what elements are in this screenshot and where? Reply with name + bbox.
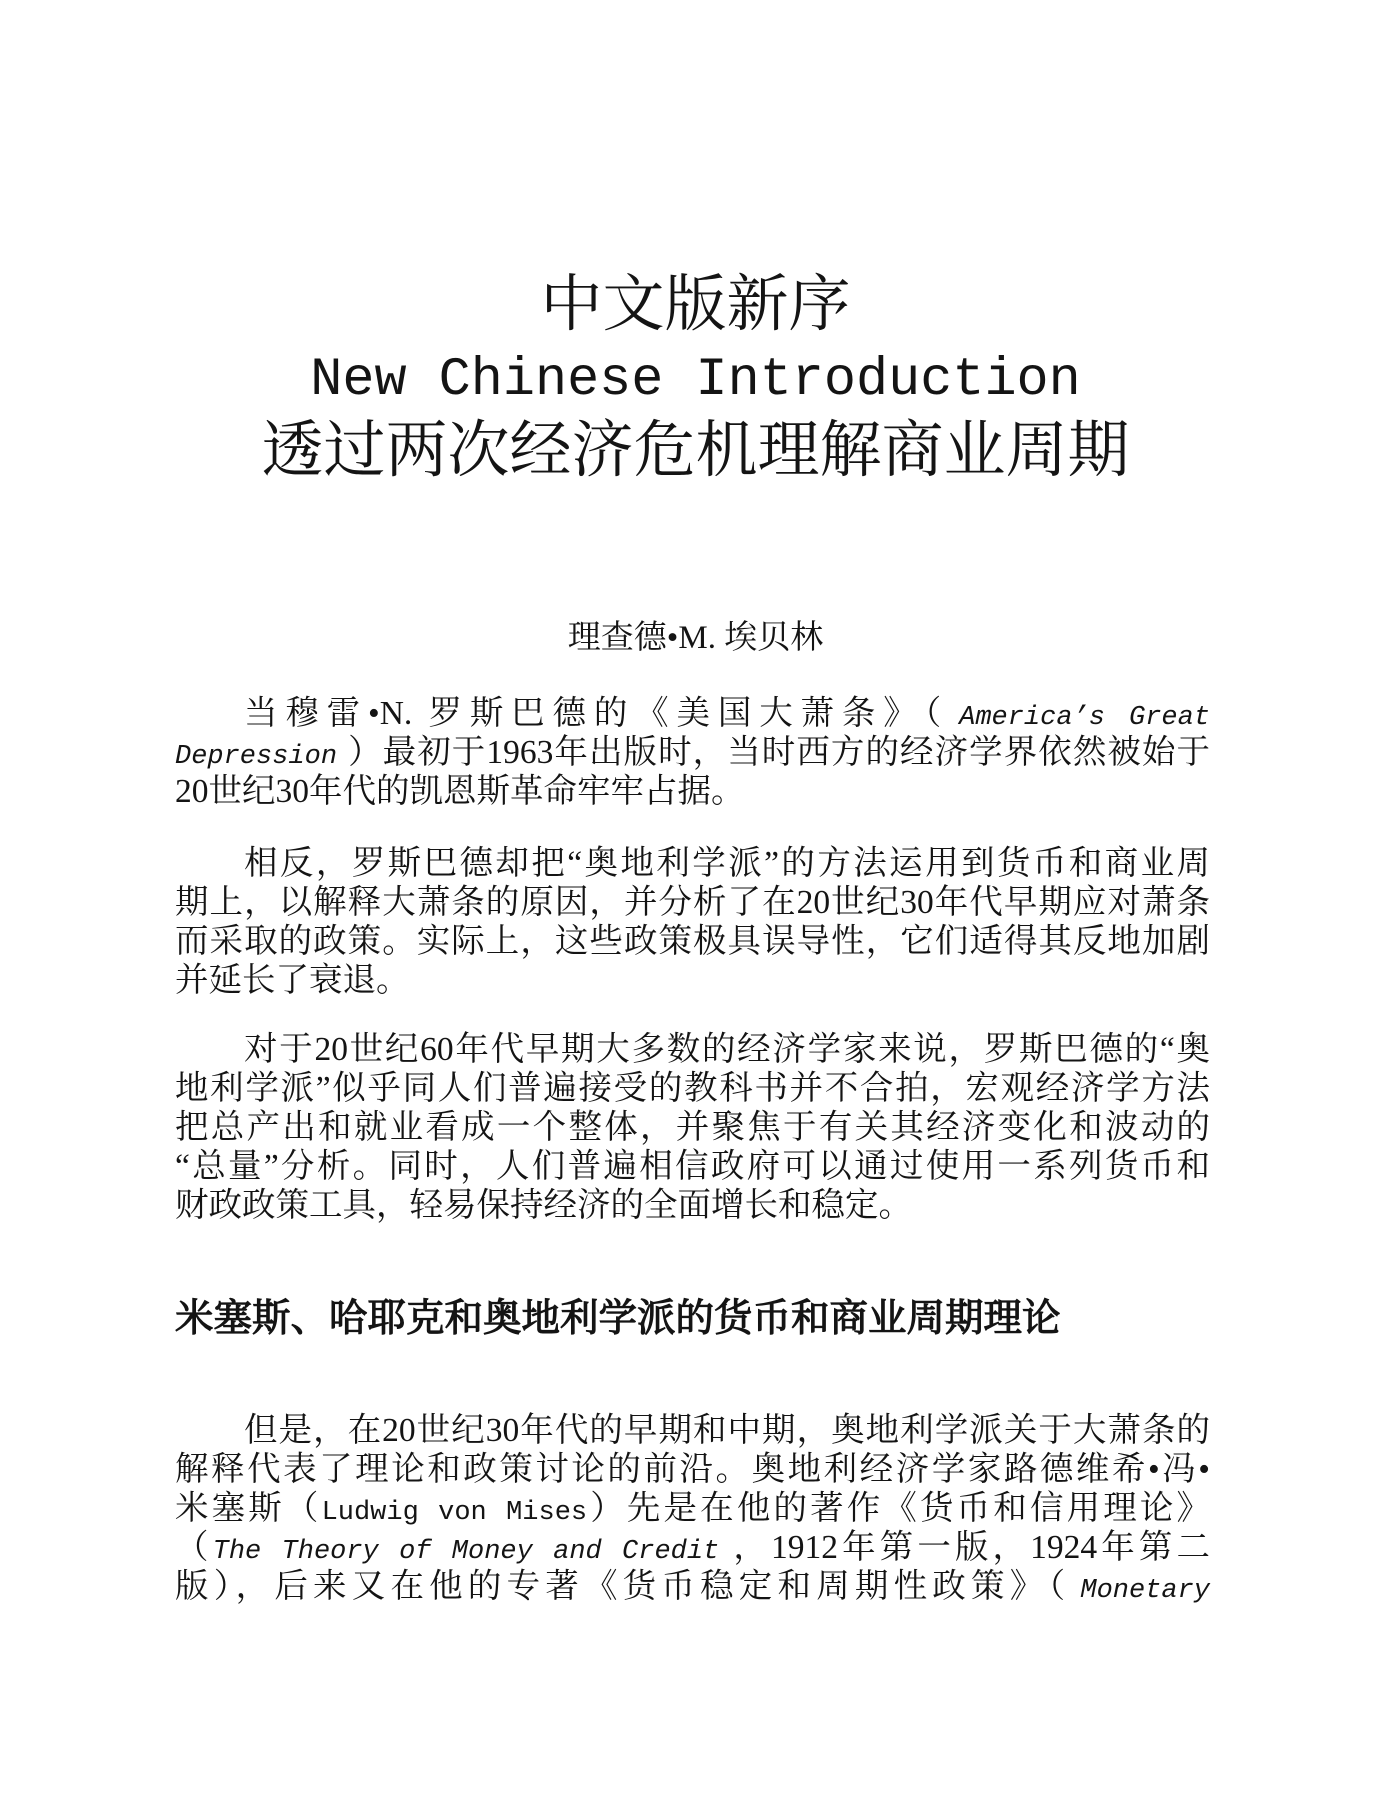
text-line bbox=[175, 883, 1210, 922]
author-name: 理查德•M. 埃贝林 bbox=[567, 620, 824, 656]
text-line bbox=[175, 922, 1210, 961]
book-title-latin: Depression bbox=[175, 742, 338, 772]
text-line bbox=[175, 1030, 1210, 1069]
paragraph-4 bbox=[175, 1411, 1210, 1606]
text-line bbox=[175, 1489, 1210, 1528]
chapter-title-cn: 中文版新序 bbox=[540, 271, 851, 339]
text-segment: 把总产出和就业看成一个整体，并聚焦于有关其经济变化和波动的 bbox=[175, 1109, 1210, 1146]
text-segment: ，1912年第一版，1924年第二 bbox=[729, 1529, 1210, 1566]
text-line bbox=[175, 1186, 1210, 1225]
text-segment: 相反，罗斯巴德却把“奥地利学派”的方法运用到货币和商业周 bbox=[244, 845, 1210, 882]
book-title-latin: America’s Great bbox=[959, 703, 1210, 733]
text-segment: 但是，在20世纪30年代的早期和中期，奥地利学派关于大萧条的 bbox=[244, 1412, 1210, 1449]
text-line bbox=[175, 844, 1210, 883]
text-segment: 对于20世纪60年代早期大多数的经济学家来说，罗斯巴德的“奥 bbox=[244, 1031, 1210, 1068]
text-segment: 米塞斯（ bbox=[175, 1490, 322, 1527]
text-segment: 解释代表了理论和政策讨论的前沿。奥地利经济学家路德维希•冯• bbox=[175, 1451, 1210, 1488]
person-name-latin: Ludwig von Mises bbox=[321, 1498, 588, 1528]
paragraph-3 bbox=[175, 1030, 1210, 1225]
text-line bbox=[175, 1450, 1210, 1489]
text-line bbox=[175, 1528, 1210, 1567]
chapter-title-en: New Chinese Introduction bbox=[310, 350, 1081, 411]
text-segment: 而采取的政策。实际上，这些政策极具误导性，它们适得其反地加剧 bbox=[175, 923, 1210, 960]
paragraph-2 bbox=[175, 844, 1210, 1000]
text-line bbox=[175, 772, 1210, 811]
text-segment: ）最初于1963年出版时，当时西方的经济学界依然被始于 bbox=[347, 734, 1210, 771]
text-segment: 版），后来又在他的专著《货币稳定和周期性政策》（ bbox=[175, 1568, 1071, 1605]
text-line bbox=[175, 961, 1210, 1000]
text-line bbox=[175, 1411, 1210, 1450]
text-line bbox=[175, 1108, 1210, 1147]
text-segment: （ bbox=[175, 1529, 213, 1566]
text-segment: 地利学派”似乎同人们普遍接受的教科书并不合拍，宏观经济学方法 bbox=[175, 1070, 1210, 1107]
text-segment: 并延长了衰退。 bbox=[175, 962, 410, 999]
text-line bbox=[175, 1567, 1210, 1606]
chapter-subtitle: 透过两次经济危机理解商业周期 bbox=[261, 417, 1130, 485]
text-segment: 财政政策工具，轻易保持经济的全面增长和稳定。 bbox=[175, 1187, 912, 1224]
book-title-latin: The Theory of Money and Credit bbox=[212, 1537, 720, 1567]
text-line bbox=[175, 1147, 1210, 1186]
section-heading: 米塞斯、哈耶克和奥地利学派的货币和商业周期理论 bbox=[175, 1297, 1061, 1340]
text-line bbox=[175, 694, 1210, 733]
text-line bbox=[175, 1069, 1210, 1108]
text-line bbox=[175, 733, 1210, 772]
text-segment: “总量”分析。同时，人们普遍相信政府可以通过使用一系列货币和 bbox=[175, 1148, 1210, 1185]
text-segment: 期上，以解释大萧条的原因，并分析了在20世纪30年代早期应对萧条 bbox=[175, 884, 1210, 921]
text-segment: 20世纪30年代的凯恩斯革命牢牢占据。 bbox=[175, 773, 745, 810]
text-segment: ）先是在他的著作《货币和信用理论》 bbox=[587, 1490, 1211, 1527]
text-segment: 当穆雷•N. 罗斯巴德的《美国大萧条》（ bbox=[244, 695, 950, 732]
book-title-latin: Monetary bbox=[1080, 1576, 1210, 1606]
paragraph-1 bbox=[175, 694, 1210, 811]
